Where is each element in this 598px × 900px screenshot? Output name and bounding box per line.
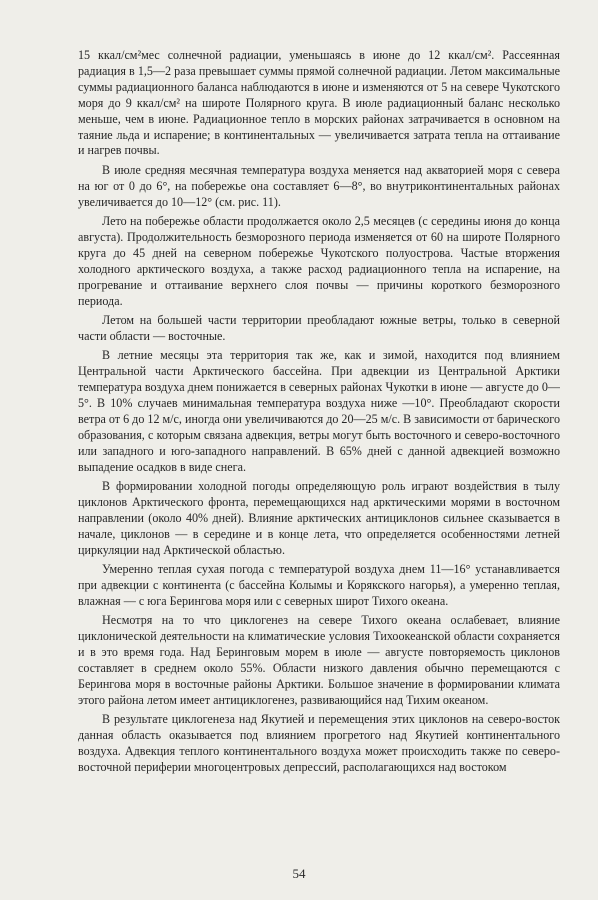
page-number: 54 <box>292 866 306 881</box>
paragraph-warm-dry-weather: Умеренно теплая сухая погода с температурой воздуха днем 11—16° устанавливается при адвекции с континента (с бассейна Колымы и Корякского нагорья), а умеренно теплая, влажная — с юга Берингова моря или с северных широт Тихого океана. <box>78 562 560 608</box>
text-column <box>78 48 560 848</box>
paragraph-cyclogenesis: Несмотря на то что циклогенез на севере Тихого океана ослабевает, влияние циклонической деятельности на климатические условия Тихоокеанской области сохраняется и в это время года. Над Беринговым морем в июле — августе повторяемость циклонов составляет в среднем около 55%. Области низкого давления обычно перемещаются с Берингова моря в восточные районы Арктики. Большое значение в формировании климата этого района летом имеет антициклогенез, развивающийся над Тихим океаном. <box>78 613 560 707</box>
paragraph-yakutia-cyclones: В результате циклогенеза над Якутией и перемещения этих циклонов на северо-восток данная область оказывается под влиянием прогретого над Якутией континентального воздуха. Адвекция теплого континентального воздуха может происходить также по северо-восточной периферии многоцентровых депрессий, располагающихся над востоком <box>78 712 560 774</box>
paragraph-arctic-advection: В летние месяцы эта территория так же, как и зимой, находится под влиянием Центральной части Арктического бассейна. При адвекции из Центральной Арктики температура воздуха днем понижается в северных районах Чукотки в июне — августе до 0—5°. В 10% случаев минимальная температура воздуха ниже —10°. Преобладают скорости ветра от 6 до 12 м/с, иногда они увеличиваются до 20—25 м/с. В зависимости от барического образования, с которым связана адвекция, ветры могут быть восточного и северо-восточного или западного и юго-западного направлений. В 65% дней с данной адвекцией возможно выпадение осадков в виде снега. <box>78 348 560 474</box>
paragraph-july-temperature: В июле средняя месячная температура воздуха меняется над акваторией моря с севера на юг от 0 до 6°, на побережье она составляет 6—8°, во внутриконтинентальных районах увеличивается до 10—12° (см. рис. 11). <box>78 162 560 209</box>
paragraph-summer-winds: Летом на большей части территории преобладают южные ветры, только в северной части области — восточные. <box>78 313 560 343</box>
paragraph-radiation: 15 ккал/см²мес солнечной радиации, уменьшаясь в июне до 12 ккал/см². Рассеянная радиация в 1,5—2 раза превышает суммы прямой солнечной радиации. Летом максимальные суммы радиационного баланса наблюдаются в июне и изменяются от 5 на севере Чукотского моря до 9 ккал/см² на широте Полярного круга. В июле радиационный баланс несколько меньше, чем в июне. Радиационное тепло в морских районах затрачивается в основном на таяние льда и испарение; в континентальных — увеличивается затрата тепла на оттаивание и нагрев почвы. <box>78 48 560 158</box>
paragraph-summer-duration: Лето на побережье области продолжается около 2,5 месяцев (с середины июня до конца августа). Продолжительность безморозного периода изменяется от 60 на широте Полярного круга до 45 дней на северном побережье Чукотского полуострова. Частые вторжения холодного арктического воздуха, а также расход радиационного тепла на испарение, на прогревание и оттаивание верхнего слоя почвы — причины короткого безморозного периода. <box>78 214 560 308</box>
paragraph-cold-weather: В формировании холодной погоды определяющую роль играют воздействия в тылу циклонов Арктического фронта, перемещающихся над арктическими морями в восточном направлении (около 40% дней). Влияние арктических антициклонов сильнее сказывается в начале, циклонов — в середине и в конце лета, что определяется особенностями летней циркуляции над Арктической областью. <box>78 479 560 557</box>
